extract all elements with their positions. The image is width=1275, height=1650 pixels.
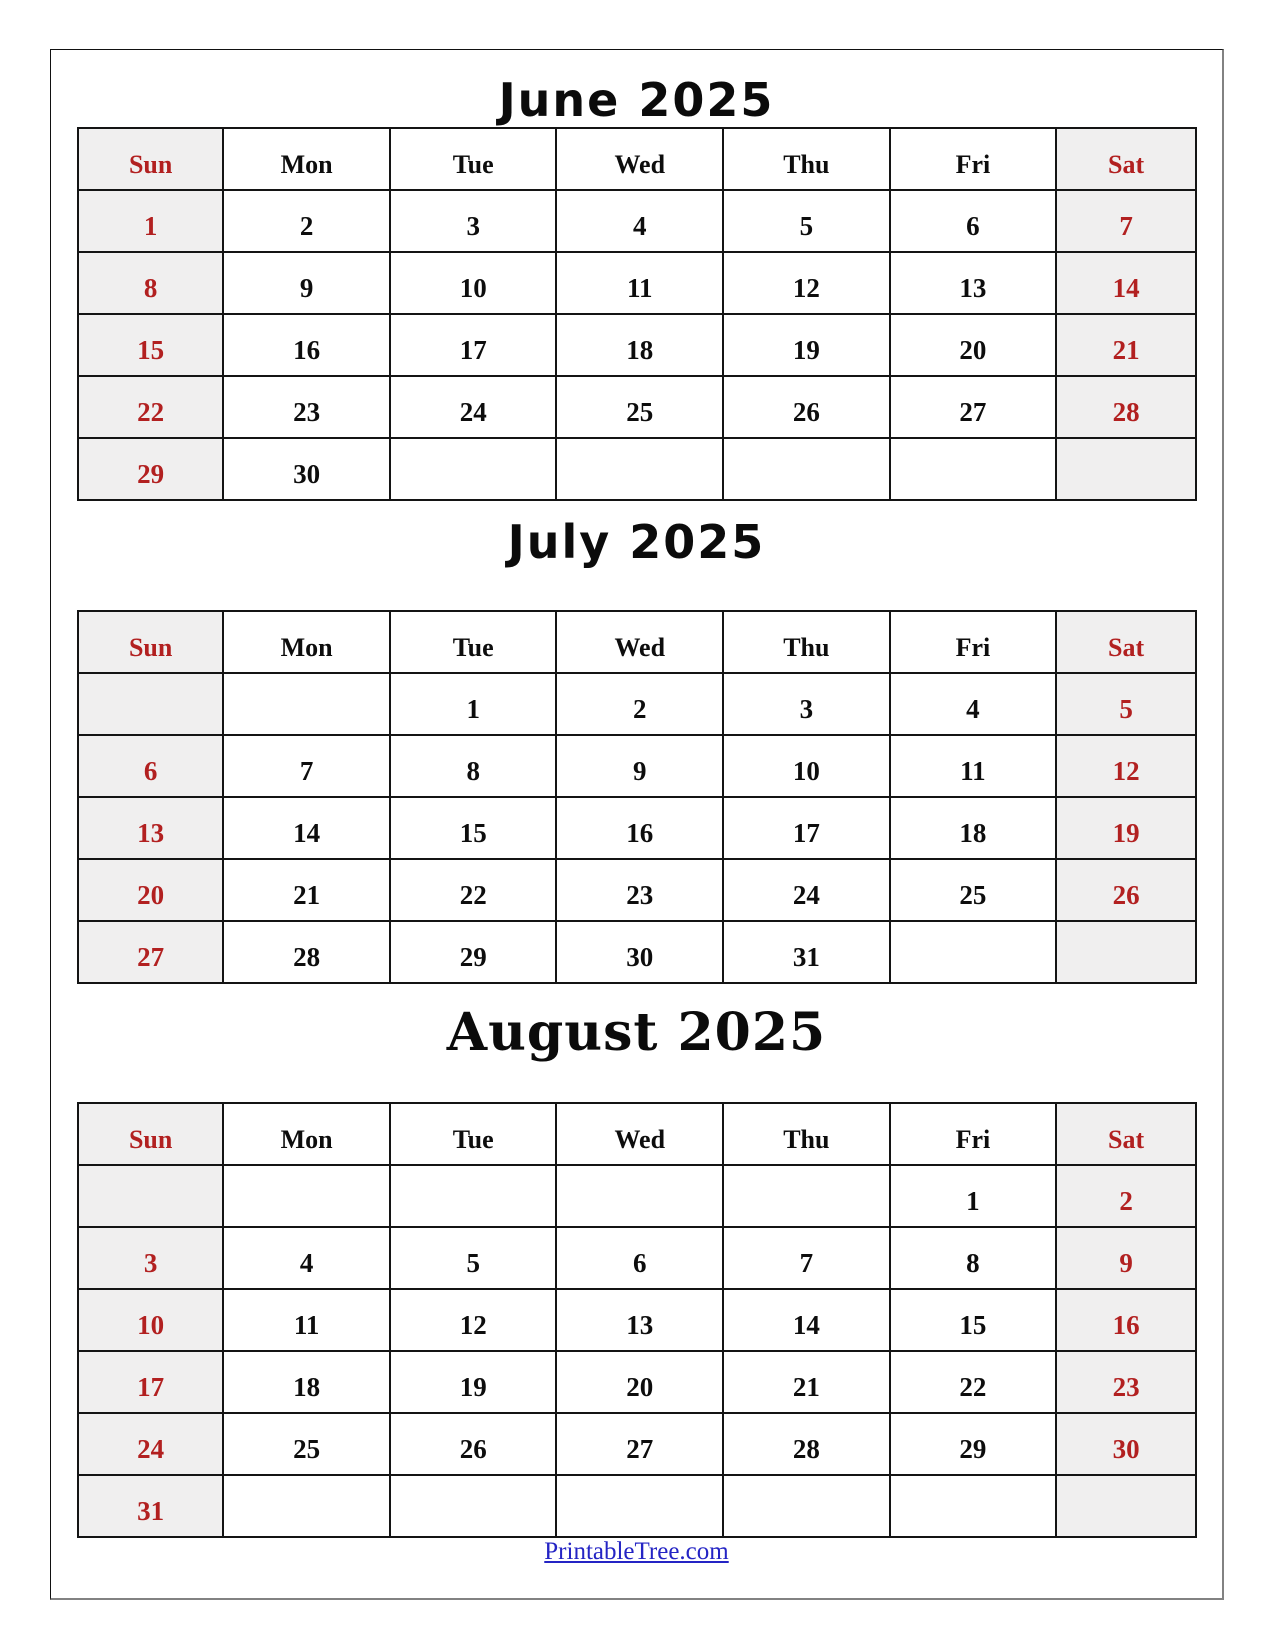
date-cell-29: 29 [78,438,223,500]
calendar-june [77,127,1197,501]
empty-cell [556,438,723,500]
date-cell-26: 26 [723,376,890,438]
week-row [78,1475,1196,1537]
empty-cell [723,438,890,500]
week-row [78,797,1196,859]
date-cell-4: 4 [890,673,1057,735]
day-header-wed: Wed [556,128,723,190]
date-cell-24: 24 [78,1413,223,1475]
date-cell-25: 25 [223,1413,390,1475]
date-cell-27: 27 [78,921,223,983]
month-title-july: July 2025 [507,515,766,569]
empty-cell [223,1165,390,1227]
date-cell-19: 19 [390,1351,557,1413]
empty-cell [1056,1475,1196,1537]
date-cell-24: 24 [723,859,890,921]
week-row [78,314,1196,376]
empty-cell [78,673,223,735]
date-cell-11: 11 [890,735,1057,797]
day-header-sun: Sun [78,611,223,673]
day-header-sat: Sat [1056,611,1196,673]
week-row [78,438,1196,500]
date-cell-9: 9 [223,252,390,314]
day-header-wed: Wed [556,611,723,673]
date-cell-31: 31 [78,1475,223,1537]
date-cell-18: 18 [890,797,1057,859]
date-cell-19: 19 [723,314,890,376]
day-header-wed: Wed [556,1103,723,1165]
empty-cell [390,438,557,500]
date-cell-12: 12 [1056,735,1196,797]
date-cell-21: 21 [1056,314,1196,376]
date-cell-29: 29 [890,1413,1057,1475]
date-cell-31: 31 [723,921,890,983]
date-cell-6: 6 [890,190,1057,252]
day-header-fri: Fri [890,1103,1057,1165]
date-cell-7: 7 [723,1227,890,1289]
date-cell-20: 20 [556,1351,723,1413]
date-cell-17: 17 [78,1351,223,1413]
date-cell-15: 15 [390,797,557,859]
day-header-thu: Thu [723,1103,890,1165]
date-cell-14: 14 [223,797,390,859]
date-cell-22: 22 [78,376,223,438]
month-title-august: August 2025 [446,1002,827,1063]
day-header-mon: Mon [223,1103,390,1165]
day-header-tue: Tue [390,1103,557,1165]
date-cell-30: 30 [556,921,723,983]
date-cell-5: 5 [723,190,890,252]
date-cell-11: 11 [556,252,723,314]
date-cell-4: 4 [556,190,723,252]
day-header-fri: Fri [890,128,1057,190]
week-row [78,1165,1196,1227]
date-cell-21: 21 [223,859,390,921]
date-cell-27: 27 [556,1413,723,1475]
date-cell-15: 15 [78,314,223,376]
date-cell-3: 3 [390,190,557,252]
empty-cell [890,921,1057,983]
month-title-june: June 2025 [498,73,775,127]
date-cell-5: 5 [1056,673,1196,735]
empty-cell [890,1475,1057,1537]
date-cell-12: 12 [723,252,890,314]
date-cell-27: 27 [890,376,1057,438]
week-row [78,376,1196,438]
week-row [78,1227,1196,1289]
empty-cell [556,1165,723,1227]
date-cell-17: 17 [390,314,557,376]
date-cell-5: 5 [390,1227,557,1289]
date-cell-8: 8 [78,252,223,314]
date-cell-8: 8 [390,735,557,797]
date-cell-14: 14 [723,1289,890,1351]
empty-cell [223,1475,390,1537]
week-row [78,1289,1196,1351]
date-cell-23: 23 [556,859,723,921]
date-cell-2: 2 [223,190,390,252]
week-row [78,673,1196,735]
empty-cell [890,438,1057,500]
date-cell-6: 6 [78,735,223,797]
date-cell-2: 2 [1056,1165,1196,1227]
empty-cell [78,1165,223,1227]
date-cell-26: 26 [390,1413,557,1475]
date-cell-20: 20 [890,314,1057,376]
page-frame [50,49,1224,1600]
date-cell-30: 30 [223,438,390,500]
date-cell-14: 14 [1056,252,1196,314]
date-cell-30: 30 [1056,1413,1196,1475]
day-header-sun: Sun [78,128,223,190]
day-header-row [78,128,1196,190]
date-cell-12: 12 [390,1289,557,1351]
week-row [78,190,1196,252]
day-header-tue: Tue [390,128,557,190]
date-cell-3: 3 [78,1227,223,1289]
date-cell-11: 11 [223,1289,390,1351]
day-header-row [78,1103,1196,1165]
date-cell-1: 1 [390,673,557,735]
day-header-sat: Sat [1056,1103,1196,1165]
date-cell-29: 29 [390,921,557,983]
empty-cell [723,1165,890,1227]
date-cell-23: 23 [1056,1351,1196,1413]
date-cell-2: 2 [556,673,723,735]
date-cell-1: 1 [78,190,223,252]
date-cell-10: 10 [723,735,890,797]
date-cell-8: 8 [890,1227,1057,1289]
date-cell-16: 16 [556,797,723,859]
date-cell-25: 25 [890,859,1057,921]
date-cell-18: 18 [556,314,723,376]
date-cell-18: 18 [223,1351,390,1413]
date-cell-19: 19 [1056,797,1196,859]
week-row [78,252,1196,314]
date-cell-1: 1 [890,1165,1057,1227]
date-cell-23: 23 [223,376,390,438]
date-cell-9: 9 [556,735,723,797]
date-cell-6: 6 [556,1227,723,1289]
day-header-mon: Mon [223,128,390,190]
date-cell-13: 13 [890,252,1057,314]
date-cell-25: 25 [556,376,723,438]
footer [51,1538,1222,1566]
empty-cell [556,1475,723,1537]
date-cell-7: 7 [223,735,390,797]
date-cell-24: 24 [390,376,557,438]
day-header-mon: Mon [223,611,390,673]
date-cell-22: 22 [390,859,557,921]
date-cell-13: 13 [78,797,223,859]
empty-cell [1056,438,1196,500]
week-row [78,735,1196,797]
date-cell-7: 7 [1056,190,1196,252]
printabletree-link[interactable]: PrintableTree.com [544,1538,729,1565]
empty-cell [390,1165,557,1227]
day-header-thu: Thu [723,611,890,673]
date-cell-10: 10 [390,252,557,314]
date-cell-22: 22 [890,1351,1057,1413]
date-cell-16: 16 [223,314,390,376]
date-cell-28: 28 [223,921,390,983]
week-row [78,921,1196,983]
date-cell-10: 10 [78,1289,223,1351]
date-cell-21: 21 [723,1351,890,1413]
day-header-thu: Thu [723,128,890,190]
date-cell-17: 17 [723,797,890,859]
empty-cell [223,673,390,735]
week-row [78,1413,1196,1475]
date-cell-16: 16 [1056,1289,1196,1351]
week-row [78,1351,1196,1413]
empty-cell [723,1475,890,1537]
week-row [78,859,1196,921]
date-cell-9: 9 [1056,1227,1196,1289]
date-cell-15: 15 [890,1289,1057,1351]
day-header-fri: Fri [890,611,1057,673]
day-header-sat: Sat [1056,128,1196,190]
date-cell-26: 26 [1056,859,1196,921]
day-header-row [78,611,1196,673]
date-cell-28: 28 [723,1413,890,1475]
date-cell-3: 3 [723,673,890,735]
calendar-august [77,1102,1197,1538]
date-cell-28: 28 [1056,376,1196,438]
date-cell-4: 4 [223,1227,390,1289]
day-header-tue: Tue [390,611,557,673]
date-cell-13: 13 [556,1289,723,1351]
empty-cell [390,1475,557,1537]
empty-cell [1056,921,1196,983]
day-header-sun: Sun [78,1103,223,1165]
calendar-july [77,610,1197,984]
date-cell-20: 20 [78,859,223,921]
